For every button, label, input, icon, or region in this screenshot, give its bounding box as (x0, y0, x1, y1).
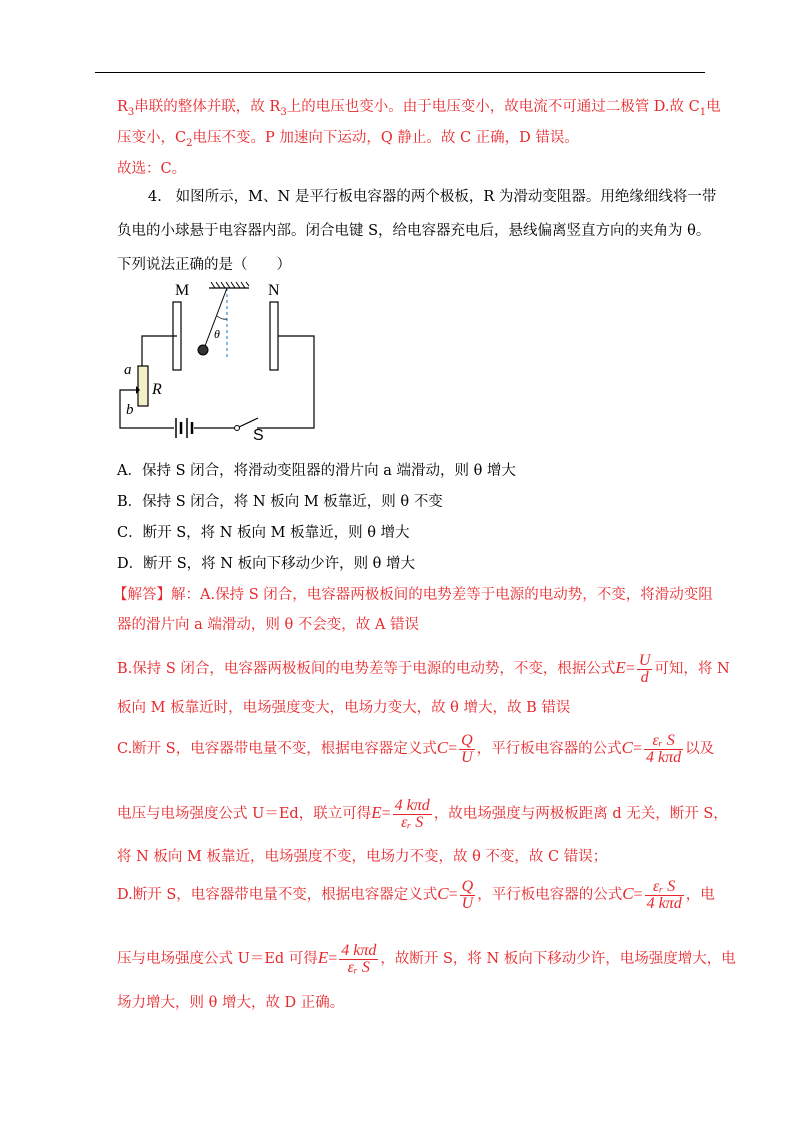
ceiling-hatch (211, 282, 249, 288)
formula-C-Q-over-U-d: $\frac{Q}{U}$ (461, 877, 474, 912)
option-b: B．保持 S 闭合，将 N 板向 M 板靠近，则 θ 不变 (117, 494, 443, 510)
formula-C-Q-over-U: $\frac{Q}{U}$ (461, 731, 473, 766)
battery (176, 418, 192, 438)
solution-b-line-2: 板向 M 板靠近时，电场强度变大，电场力变大，故 θ 增大，故 B 错误 (117, 700, 571, 716)
label-M: M (175, 282, 190, 299)
formula-E-final: $\frac{\text{4 kπd}}{\text{εᵣ S}}$ (394, 796, 430, 831)
switch-pivot (235, 426, 240, 431)
question-number: 4. (148, 189, 162, 205)
label-theta: θ (214, 327, 220, 341)
circuit-diagram (112, 278, 324, 442)
label-b: b (126, 402, 134, 418)
formula-E-U-over-d: $\frac{U}{d}$ (638, 651, 651, 686)
option-a: A．保持 S 闭合，将滑动变阻器的滑片向 a 端滑动，则 θ 增大 (117, 463, 516, 479)
solution-c-line-2: 电压与电场强度公式 U＝Ed，联立可得E= $\frac{\text{4 kπd}}{\text{εᵣ S}}$ ，故电场强度与两极板距离 d 无关，断开 S， (117, 796, 728, 831)
angle-arc (217, 316, 227, 319)
option-c: C．断开 S，将 N 板向 M 板靠近，则 θ 增大 (117, 525, 410, 541)
question-line-1: 4. 如图所示，M、N 是平行板电容器的两个极板，R 为滑动变阻器。用绝缘细线将一带 (148, 189, 717, 205)
solution-c-line-1: C.断开 S，电容器带电量不变，根据电容器定义式C= $\frac{Q}{U}$ ，平行板电容器的公式C= $\frac{\text{εᵣ S}}{\text{4 kπd}}$ 以及 (117, 731, 715, 766)
label-N: N (268, 282, 280, 299)
charged-ball (198, 345, 208, 355)
solution-d-line-3: 场力增大，则 θ 增大，故 D 正确。 (117, 995, 345, 1011)
plate-N (270, 302, 278, 370)
solution-a-line-1: 【解答】解：A.保持 S 闭合，电容器两极板间的电势差等于电源的电动势，不变，将滑动变阻 (113, 587, 713, 603)
wire-M-to-R (142, 336, 177, 366)
formula-C-plate: $\frac{\text{εᵣ S}}{\text{4 kπd}}$ (646, 731, 682, 766)
label-R: R (152, 381, 162, 398)
prev-solution-line-1: $R_3$串联的整体并联，故 $R_3$上的电压也变小。由于电压变小，故电流不可通过二极管 D.故 $C_1$电 (117, 99, 721, 118)
prev-answer: 故选：C。 (117, 161, 187, 177)
switch-lever (239, 418, 258, 427)
solution-a-line-2: 器的滑片向 a 端滑动，则 θ 不会变，故 A 错误 (117, 617, 419, 633)
label-a: a (124, 362, 132, 378)
question-line-2: 负电的小球悬于电容器内部。闭合电键 S，给电容器充电后，悬线偏离竖直方向的夹角为 θ。 (117, 223, 711, 239)
formula-C-plate-d: $\frac{\text{εᵣ S}}{\text{4 kπd}}$ (646, 877, 682, 912)
question-line-3: 下列说法正确的是（ ） (117, 257, 291, 273)
header-rule (95, 72, 705, 73)
solution-d-line-2: 压与电场强度公式 U＝Ed 可得E= $\frac{\text{4 kπd}}{\text{εᵣ S}}$ ，故断开 S，将 N 板向下移动少许，电场强度增大，电 (117, 941, 736, 976)
formula-E-final-d: $\frac{\text{4 kπd}}{\text{εᵣ S}}$ (341, 941, 377, 976)
prev-solution-line-2: 压变小，$C_2$电压不变。P 加速向下运动，Q 静止。故 C 正确，D 错误。 (117, 130, 579, 149)
label-S: S (253, 427, 264, 442)
solution-c-line-3: 将 N 板向 M 板靠近，电场强度不变，电场力不变，故 θ 不变，故 C 错误； (117, 849, 608, 865)
solution-tag: 【解答】 (113, 587, 171, 603)
wire-N-to-switch (257, 336, 314, 428)
rheostat-R (138, 366, 148, 406)
solution-b-line-1: B.保持 S 闭合，电容器两极板间的电势差等于电源的电动势，不变，根据公式E= $\frac{U}{d}$ 可知，将 N (117, 651, 730, 686)
solution-d-line-1: D.断开 S，电容器带电量不变，根据电容器定义式C= $\frac{Q}{U}$ ，平行板电容器的公式C= $\frac{\text{εᵣ S}}{\text{4 kπd}}$ ，电 (117, 877, 715, 912)
option-d: D．断开 S，将 N 板向下移动少许，则 θ 增大 (117, 556, 416, 572)
